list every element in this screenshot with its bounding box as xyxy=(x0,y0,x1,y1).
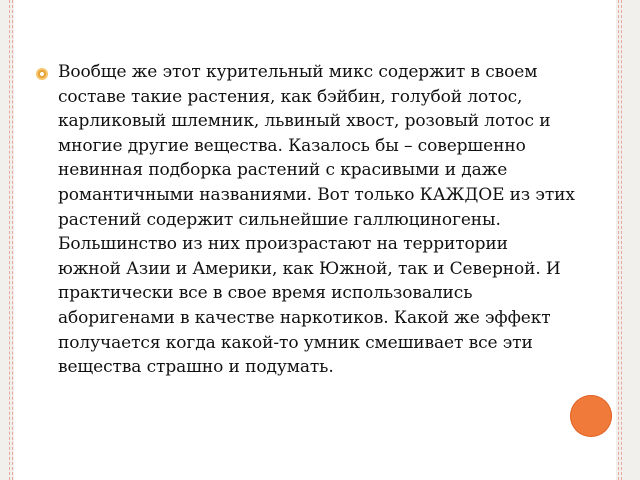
slide-content xyxy=(36,60,576,380)
bullet-icon xyxy=(36,68,48,80)
left-border-line-inner xyxy=(12,0,13,480)
bullet-text: Вообще же этот курительный микс содержит в своем составе такие растения, как бэйбин, голубой лотос, карликовый шлемник, львиный хвост, розовый лотос и многие другие вещества. Казалось бы – совершенно невинная подборка растений с красивыми и даже романтичными названиями. Вот только КАЖДОЕ из этих растений содержит сильнейшие галлюциногены. Большинство из них произрастают на территории южной Азии и Америки, как Южной, так и Северной. И практически все в свое время использовались аборигенами в качестве наркотиков. Какой же эффект получается когда какой-то умник смешивает все эти вещества страшно и подумать. xyxy=(58,62,575,378)
right-border-line-inner xyxy=(618,0,619,480)
decorative-circle-icon xyxy=(570,395,612,437)
left-border-line xyxy=(9,0,10,480)
bullet-item xyxy=(36,60,576,380)
right-border-line xyxy=(621,0,622,480)
